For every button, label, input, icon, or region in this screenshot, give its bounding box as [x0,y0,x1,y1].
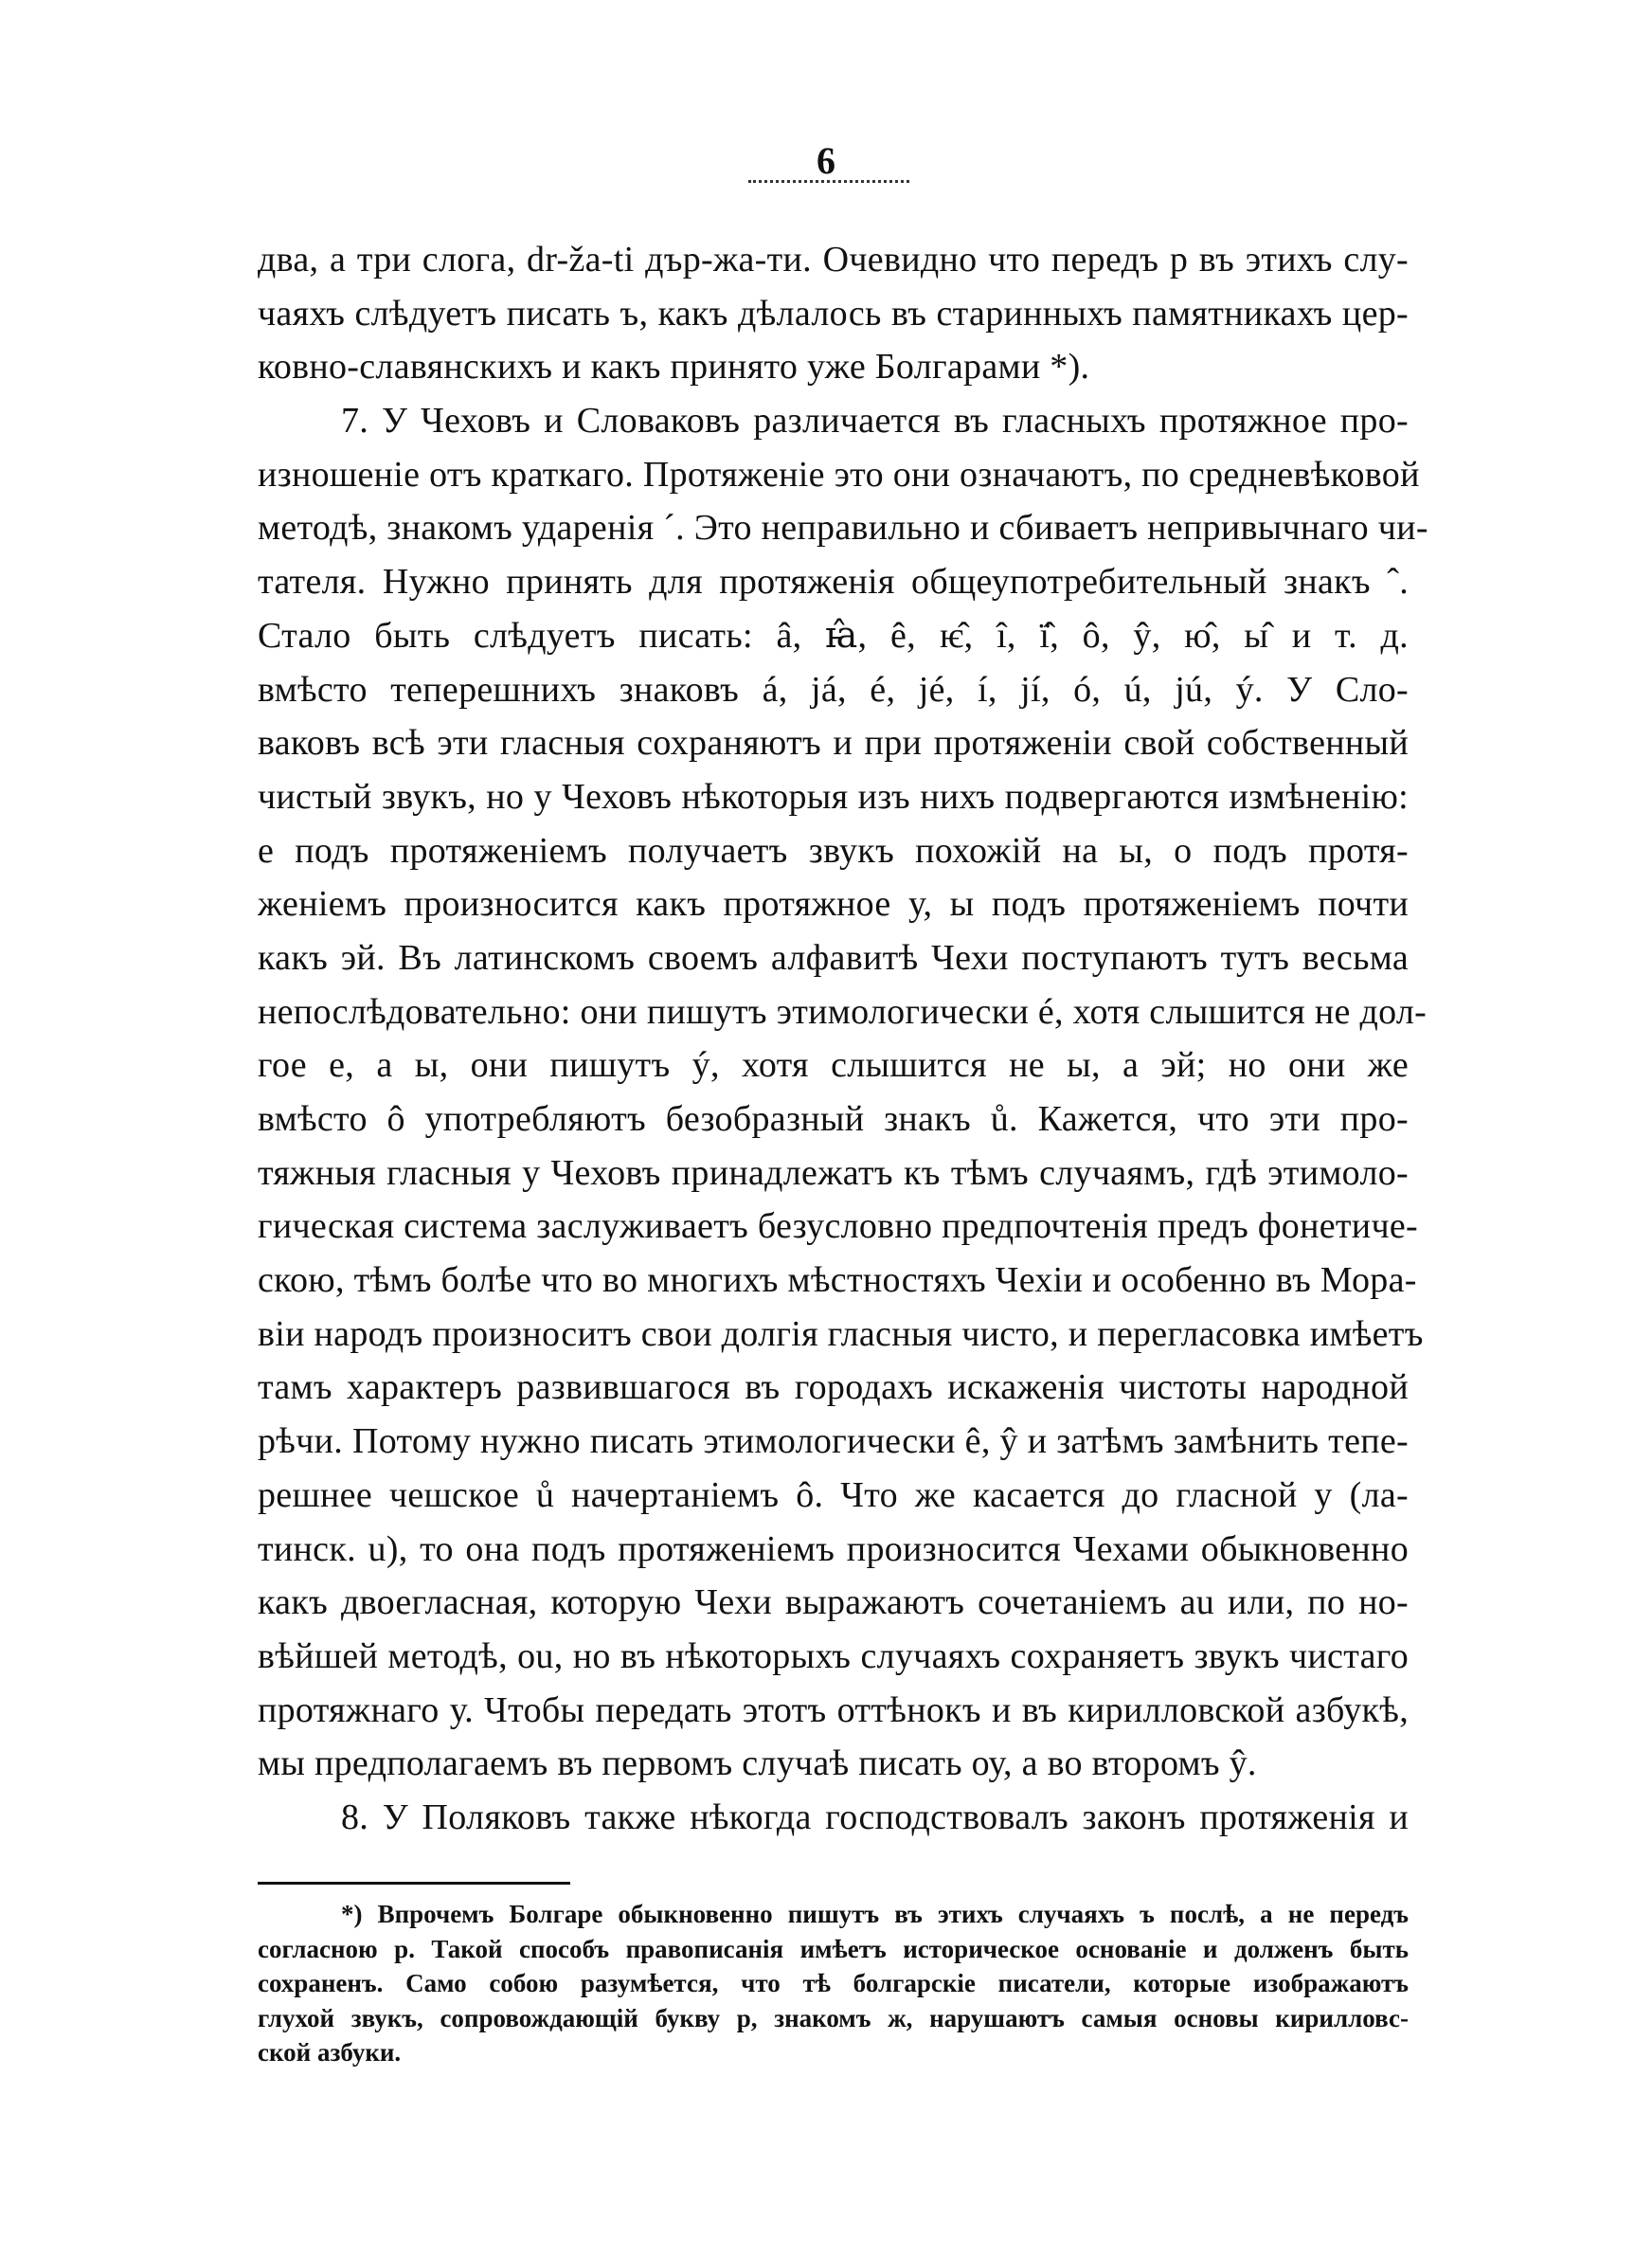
text-line: чистый звукъ, но у Чеховъ нѣкоторыя изъ нихъ подвергаются измѣненію: [258,776,1409,817]
text-line: скою, тѣмъ болѣе что во многихъ мѣстностяхъ Чехіи и особенно въ Мора- [258,1260,1417,1301]
text-line: Стало быть слѣдуетъ писать: â, ꙗ̂, ê, ѥ̂, î, ї̂, ô, ŷ, ю̂, ы̂ и т. д. [258,615,1409,656]
text-line: женіемъ произносится какъ протяжное у, ы подъ протяженіемъ почти [258,884,1409,925]
text-line: гическая система заслуживаетъ безусловно предпочтенія предъ фонетиче- [258,1206,1418,1247]
footnote [258,1897,1409,2070]
paragraph-8-start: 8. У Поляковъ также нѣкогда господствовалъ законъ протяженія и [341,1797,1409,1837]
text-line: вмѣсто теперешнихъ знаковъ á, já, é, jé, í, jí, ó, ú, jú, ý. У Сло- [258,669,1409,710]
text-line: какъ двоегласная, которую Чехи выражаютъ сочетаніемъ au или, по но- [258,1582,1409,1623]
text-line: протяжнаго у. Чтобы передать этотъ оттѣнокъ и въ кирилловской азбукѣ, [258,1689,1409,1730]
text-line: чаяхъ слѣдуетъ писать ъ, какъ дѣлалось въ старинныхъ памятникахъ цер- [258,293,1409,334]
text-line: віи народъ произноситъ свои долгія гласныя чисто, и перегласовка имѣетъ [258,1313,1424,1354]
text-line: методѣ, знакомъ ударенія ´. Это неправильно и сбиваетъ непривычнаго чи- [258,508,1428,549]
paragraph-7-start: 7. У Чеховъ и Словаковъ различается въ гласныхъ протяжное про- [341,401,1409,442]
text-line: вѣйшей методѣ, ou, но въ нѣкоторыхъ случаяхъ сохраняетъ звукъ чистаго [258,1635,1409,1676]
text-line: решнее чешское ů начертаніемъ ô. Что же касается до гласной у (ла- [258,1474,1409,1515]
text-line: изношеніе отъ краткаго. Протяженіе это они означаютъ, по средневѣковой [258,454,1420,495]
footnote-line: сохраненъ. Само собою разумѣется, что тѣ болгарскіе писатели, которые изображаютъ [258,1969,1409,1997]
text-line: мы предполагаемъ въ первомъ случаѣ писать оу, а во второмъ ŷ. [258,1743,1257,1784]
text-line: ваковъ всѣ эти гласныя сохраняютъ и при протяженіи свой собственный [258,723,1409,764]
text-line: непослѣдовательно: они пишутъ этимологически é, хотя слышится не дол- [258,991,1428,1032]
footnote-line: глухой звукъ, сопровождающій букву р, знакомъ ж, нарушаютъ самыя основы кирилловс- [258,2003,1409,2032]
text-line: тамъ характеръ развившагося въ городахъ искаженія чистоты народной [258,1367,1409,1408]
main-text [258,233,1428,1845]
text-line: тяжныя гласныя у Чеховъ принадлежатъ къ тѣмъ случаямъ, гдѣ этимоло- [258,1152,1409,1193]
text-line: е подъ протяженіемъ получаетъ звукъ похожій на ы, о подъ протя- [258,830,1409,871]
text-line: рѣчи. Потому нужно писать этимологически ê, ŷ и затѣмъ замѣнить тепе- [258,1421,1409,1462]
text-line: тателя. Нужно принять для протяженія общеупотребительный знакъ ˆ. [258,562,1409,603]
text-line: какъ эй. Въ латинскомъ своемъ алфавитѣ Чехи поступаютъ тутъ весьма [258,937,1409,978]
page-number-ornament [748,180,909,183]
text-line: гое е, а ы, они пишутъ ý, хотя слышится не ы, а эй; но они же [258,1045,1409,1086]
footnote-line: *) Впрочемъ Болгаре обыкновенно пишутъ въ этихъ случаяхъ ъ послѣ, а не передъ [341,1900,1409,1928]
footnote-separator [258,1882,570,1885]
text-line: два, а три слога, dr-ža-ti дър-жа-ти. Очевидно что передъ р въ этихъ слу- [258,240,1409,280]
page-number: 6 [817,139,835,182]
footnote-line: ской азбуки. [258,2038,402,2067]
footnote-line: согласною р. Такой способъ правописанія имѣетъ историческое основаніе и долженъ быть [258,1934,1409,1963]
text-line: вмѣсто ô употребляютъ безобразный знакъ ů. Кажется, что эти про- [258,1099,1409,1139]
text-line: тинск. u), то она подъ протяженіемъ произносится Чехами обыкновенно [258,1528,1409,1569]
text-line: ковно-славянскихъ и какъ принято уже Болгарами *). [258,347,1090,388]
